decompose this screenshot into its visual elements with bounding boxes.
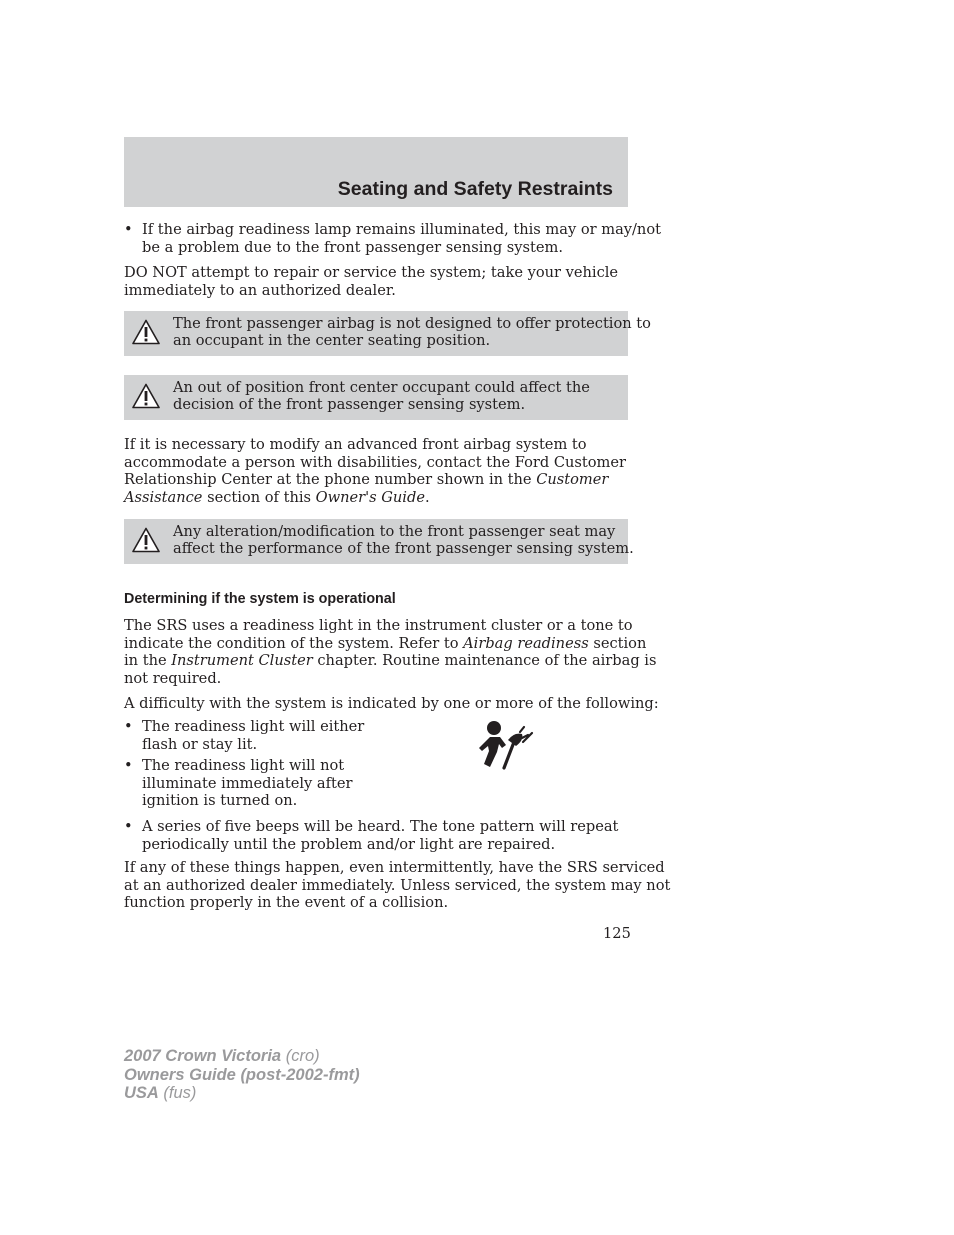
paragraph: A difficulty with the system is indicated by one or more of the following: [124, 695, 659, 712]
warning-box [124, 311, 651, 356]
warning-triangle-icon [132, 383, 160, 409]
bullet-dot: • [124, 718, 133, 735]
warning-box [124, 519, 634, 564]
page-number: 125 [603, 925, 631, 942]
document-footer: 2007 Crown Victoria (cro) Owners Guide (post-2002-fmt) USA (fus) [124, 1047, 360, 1102]
warning-text: Any alteration/modification to the front passenger seat may affect the performance of the front passenger sensing system. [173, 523, 634, 557]
list-item-text: If the airbag readiness lamp remains illuminated, this may or may/not be a problem due to the front passenger sensing system. [142, 221, 661, 256]
section-header [124, 137, 628, 207]
airbag-readiness-icon [478, 718, 536, 770]
warning-triangle-icon [132, 527, 160, 553]
paragraph: The SRS uses a readiness light in the instrument cluster or a tone to indicate the condition of the system. Refer to Airbag readiness section in the Instrument Cluster chapter. Routine maintenance of the airbag is not required. [124, 617, 657, 687]
list-item [124, 221, 661, 257]
warning-box [124, 375, 628, 420]
paragraph: If any of these things happen, even intermittently, have the SRS serviced at an authorized dealer immediately. Unless serviced, the system may not function properly in the event of a collision. [124, 859, 671, 912]
bullet-dot: • [124, 221, 133, 238]
paragraph: If it is necessary to modify an advanced front airbag system to accommodate a person with disabilities, contact the Ford Customer Relationship Center at the phone number shown in the Customer Assistance section of this Owner's Guide. [124, 436, 626, 506]
list-item [124, 718, 454, 754]
list-item-text: The readiness light will either flash or stay lit. [142, 718, 365, 753]
list-item [124, 757, 454, 811]
subheading: Determining if the system is operational [124, 591, 396, 607]
paragraph: DO NOT attempt to repair or service the system; take your vehicle immediately to an authorized dealer. [124, 264, 619, 299]
section-title: Seating and Safety Restraints [337, 178, 613, 200]
warning-triangle-icon [132, 319, 160, 345]
list-item-text: The readiness light will not illuminate immediately after ignition is turned on. [142, 757, 353, 810]
bullet-dot: • [124, 818, 133, 835]
warning-text: An out of position front center occupant could affect the decision of the front passenger sensing system. [173, 379, 590, 413]
list-item-text: A series of five beeps will be heard. The tone pattern will repeat periodically until the problem and/or light are repaired. [142, 818, 619, 853]
list-item [124, 818, 628, 854]
warning-text: The front passenger airbag is not designed to offer protection to an occupant in the center seating position. [173, 315, 651, 349]
bullet-dot: • [124, 757, 133, 774]
